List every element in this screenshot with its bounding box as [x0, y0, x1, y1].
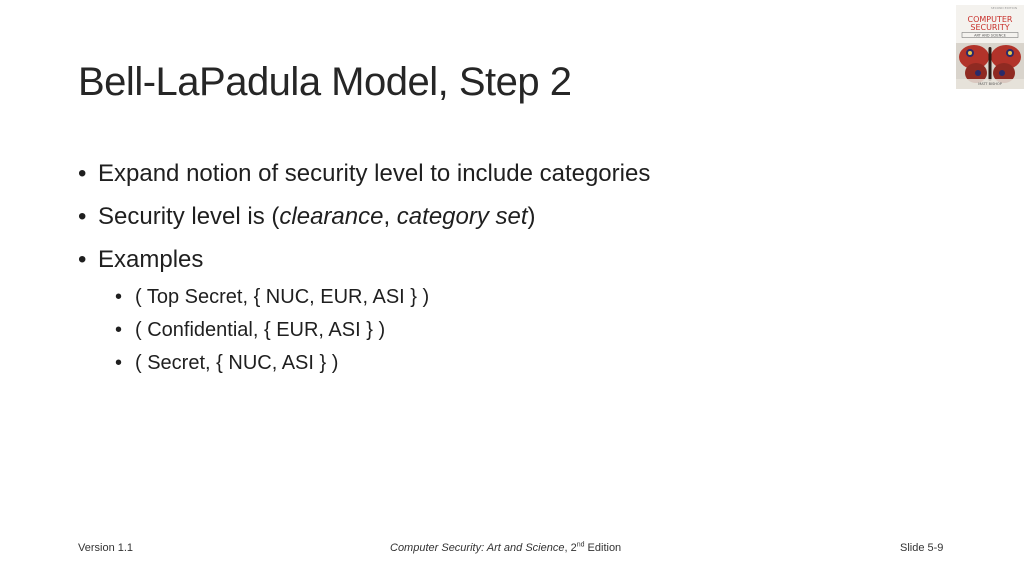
bullet-icon: •: [78, 203, 87, 230]
bullet-list: [78, 152, 938, 380]
book-author: MATT BISHOP: [978, 82, 1002, 86]
book-title-line1: COMPUTER: [967, 15, 1013, 24]
book-edition-top: SECOND EDITION: [990, 6, 1018, 10]
bullet-text-category-set: category set: [396, 203, 528, 230]
bullet-item-examples: [78, 238, 938, 281]
book-cover-art: [956, 5, 1024, 89]
footer-version: Version 1.1: [78, 542, 134, 554]
bullet-text-clearance: clearance: [279, 203, 384, 230]
sub-bullet-item: [78, 347, 938, 380]
bullet-item-categories: [78, 152, 938, 195]
bullet-text-suffix: ): [527, 203, 536, 230]
book-title-line2: SECURITY: [970, 23, 1010, 32]
footer-slide-number: Slide 5-9: [900, 542, 944, 554]
footer-book-name: Computer Security: Art and Science: [390, 542, 565, 554]
book-subtitle: ART AND SCIENCE: [974, 33, 1006, 38]
bullet-icon: •: [115, 319, 123, 341]
slide-title: Bell-LaPadula Model, Step 2: [78, 60, 572, 104]
footer-edition-word: Edition: [584, 542, 622, 554]
sub-bullet-text: ( Confidential, { EUR, ASI } ): [135, 319, 386, 341]
bullet-icon: •: [115, 352, 123, 374]
bullet-text: Expand notion of security level to include categories: [98, 160, 651, 187]
bullet-icon: •: [78, 160, 87, 187]
bullet-text: Examples: [98, 246, 204, 273]
bullet-icon: •: [115, 286, 123, 308]
book-cover: [956, 5, 1024, 89]
footer-edition-sep: , 2: [564, 542, 577, 554]
bullet-text-prefix: Security level is (: [98, 203, 280, 230]
footer-book-title: [390, 542, 621, 554]
bullet-icon: •: [78, 246, 87, 273]
sub-bullet-text: ( Top Secret, { NUC, EUR, ASI } ): [135, 286, 430, 308]
sub-bullet-item: [78, 314, 938, 347]
sub-bullet-item: [78, 281, 938, 314]
sub-bullet-text: ( Secret, { NUC, ASI } ): [135, 352, 339, 374]
bullet-item-security-level: [78, 195, 938, 238]
footer-edition-sup: nd: [576, 541, 585, 549]
bullet-text-comma: ,: [383, 203, 397, 230]
